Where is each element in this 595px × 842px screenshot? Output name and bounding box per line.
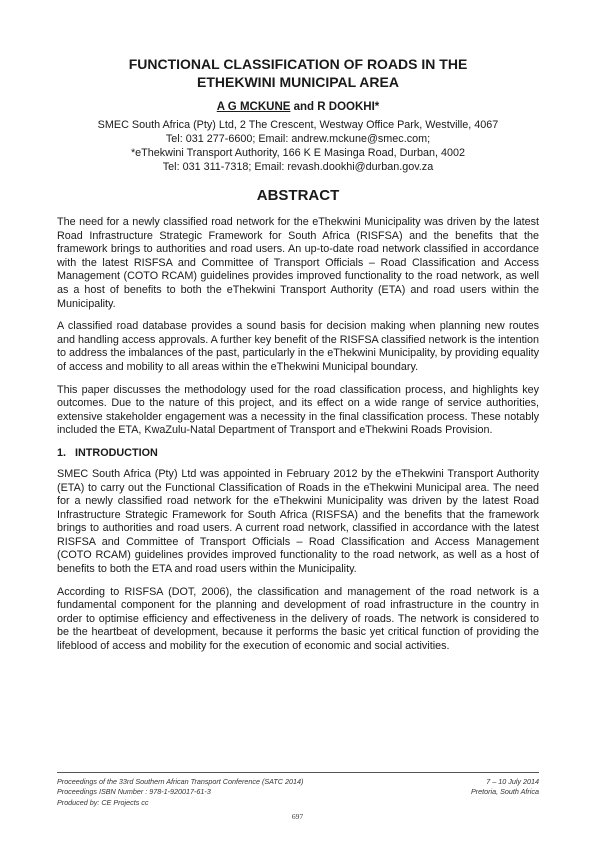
abstract-paragraph: This paper discusses the methodology used for the road classification process, and highlights key outcomes. Due to the nature of this project, and its effect on a wide range of service authorities, extensive stakeholder engagement was a necessity in the final classification process. These notably included the ETA, KwaZulu-Natal Department of Transport and eThekwini Roads Provision. [57,383,539,437]
footer-producer: Produced by: CE Projects cc [57,797,149,807]
affiliations [57,118,539,174]
title-line-1: FUNCTIONAL CLASSIFICATION OF ROADS IN THE [128,56,468,72]
author-joiner: and [290,101,318,113]
section-heading [57,447,539,459]
affiliation-line: Tel: 031 277-6600; Email: andrew.mckune@smec.com; [165,133,431,145]
footer-conference: Proceedings of the 33rd Southern African Transport Conference (SATC 2014) [57,777,304,786]
body-paragraph: According to RISFSA (DOT, 2006), the classification and management of the road network is a fundamental component for the planning and development of road infrastructure in the country in order to optimise efficiency and effectiveness in the delivery of roads. The network is considered to be the heartbeat of development, because it performs the basic yet critical function of providing the lifeblood of access and mobility for the execution of economic and social activities. [57,585,539,653]
abstract-heading: ABSTRACT [256,187,340,204]
affiliation-line: Tel: 031 311-7318; Email: revash.dookhi@durban.gov.za [162,161,434,173]
paper-title [57,55,539,91]
affiliation-line: SMEC South Africa (Pty) Ltd, 2 The Crescent, Westway Office Park, Westville, 4067 [97,119,499,131]
author-line [57,101,539,113]
section-title: INTRODUCTION [75,446,158,459]
page-footer [57,777,539,808]
footer-dates: 7 – 10 July 2014 [486,777,539,786]
paper-body [57,55,539,663]
author-second: R DOOKHI* [317,101,380,113]
author-first: A G MCKUNE [216,101,291,113]
abstract-paragraph: A classified road database provides a sound basis for decision making when planning new routes and handling access approvals. A further key benefit of the RISFSA classified network is the intention to address the imbalances of the past, particularly in the eThekwini Municipality, by providing equality of access and mobility to all areas within the eThekwini Municipal boundary. [57,320,539,373]
page-number: 697 [291,812,304,821]
affiliation-line: *eThekwini Transport Authority, 166 K E Masinga Road, Durban, 4002 [130,147,466,159]
title-line-2: ETHEKWINI MUNICIPAL AREA [197,74,399,90]
footer-isbn: Proceedings ISBN Number : 978-1-920017-61-3 [57,787,211,797]
body-paragraph: SMEC South Africa (Pty) Ltd was appointed in February 2012 by the eThekwini Transport Authority (ETA) to carry out the Functional Classification of Roads in the eThekwini Municipal area. The need for a newly classified road network for the eThekwini Municipality was driven by the latest Road Infrastructure Strategic Framework for South Africa (RISFSA) and the benefits that the framework brings to authorities and road users. A current road network, classified in accordance with the latest RISFSA and Committee of Transport Officials – Road Classification and Access Management (COTO RCAM) guidelines provides improved functionality to the road network, as well as a host of benefits to both the ETA and road users within the Municipality. [57,467,539,576]
abstract-paragraph: The need for a newly classified road network for the eThekwini Municipality was driven by the latest Road Infrastructure Strategic Framework for South Africa (RISFSA) and the benefits that the framework brings to authorities and road users. An up-to-date road network classified in accordance with the latest RISFSA and Committee of Transport Officials – Road Classification and Access Management (COTO RCAM) guidelines provides improved functionality to the road network, as well as a host of benefits to both the eThekwini Transport Authority (ETA) and road users within the Municipality. [57,216,539,310]
section-number: 1. [57,446,67,459]
footer-location: Pretoria, South Africa [470,787,539,797]
footer-divider [57,772,539,773]
